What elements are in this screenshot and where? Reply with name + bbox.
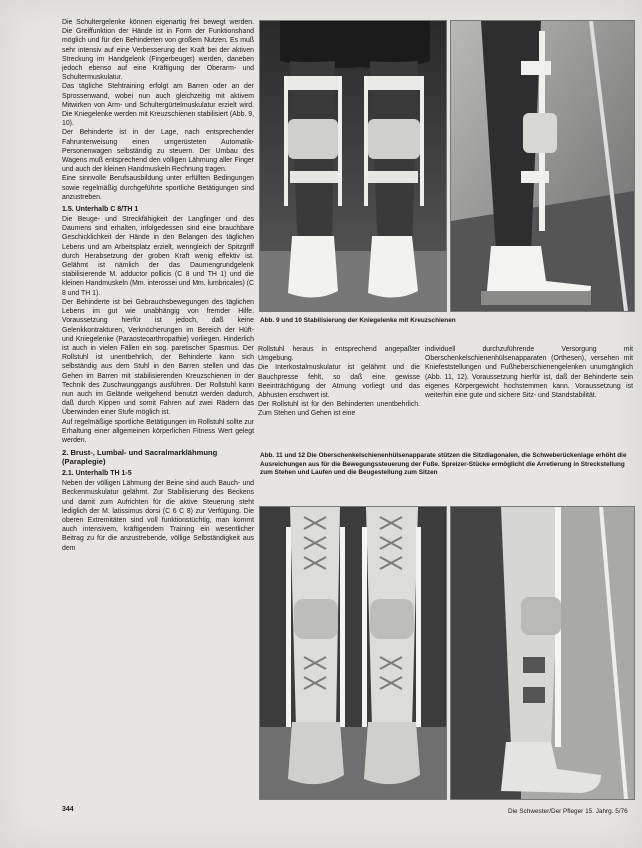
paragraph: Die Beuge- und Streckfähigkeit der Langfinger und des Daumens sind erhalten, infolgedessen sind eine brauchbare Geschicklichkeit der Hände in den Belangen des täglichen Lebens und am Arbeitsplatz erzielt, wenngleich der Spitzgriff durch Herabsetzung der groben Kraft wenig effektiv ist. Gelähmt ist nämlich der das Daumengrundgelenk stabilisierende M. adductor pollicis (C 8 und TH 1) und die kleinen Handmuskeln (Mm. interossei und Mm. lumbricales) (C 8 und TH 1). (62, 216, 254, 297)
figure-10-photo (450, 20, 635, 312)
paragraph: Die Schultergelenke können eigenartig frei bewegt werden. Die Greiffunktion der Hände ist in Form der Funktionshand möglich und für den Behinderten von großem Nutzen. Es muß sehr intensiv auf eine Verbesserung der Kraft bei der aktiven Streckung im Handgelenk (Fingerbeuger) werden, daneben jedoch ebenso auf eine Kräftigung der Oberarm- und Schultermuskulatur. (62, 19, 254, 82)
page-number: 344 (62, 806, 74, 813)
paragraph: Die Interkostalmuskulatur ist gelähmt und die Bauchpresse fehlt, so daß eine gewisse Beeinträchtigung der Atmung vorliegt und das Abhusten erschwert ist. (258, 364, 420, 400)
paragraph: Das tägliche Stehtraining erfolgt am Barren oder an der Sprossenwand, wobei nun auch gleichzeitig mit aktivem Mitwirken von Arm- und Schultergürtelmuskulatur erzielt wird. Die Kniegelenke werden mit Kreuzschienen stabilisiert (Abb. 9, 10). (62, 83, 254, 128)
section-heading-1-5: 1.5. Unterhalb C 8/TH 1 (62, 206, 139, 214)
running-footer: Die Schwester/Der Pfleger 15. Jahrg. 5/76 (508, 808, 628, 815)
figure-11-photo (259, 506, 447, 800)
middle-text-column (258, 345, 420, 435)
figure-12-photo (450, 506, 635, 800)
figure-caption-9-10: Abb. 9 und 10 Stabilisierung der Kniegelenke mit Kreuzschienen (260, 317, 456, 324)
paragraph: Der Behinderte ist bei Gebrauchsbewegungen des täglichen Lebens im gut wie unabhängig von fremder Hilfe. Voraussetzung hierfür ist jedoch, daß keine Gelenkkontrakturen, Verknöcherungen im Bereich der Hüft- und Kniegelenke (Paraosteoarthropathie) vorliegen. Hinderlich ist auch in vielen Fällen ein sog. paretischer Spasmus. Der Rollstuhl ist unentbehrlich, der Behinderte kann sich selbständig aus dem Stuhl in den Barren stellen und das Gehen im Barren mit stabilisierenden Kreuzschienen in der Technik des Zuschwunggangs ausführen. Der Rollstuhl kann nun auch im Gelände weitgehend benutzt werden dadurch, daß durch Kippen und somit Fahren auf zwei Rädern das Überwinden einer Stufe möglich ist. (62, 298, 254, 417)
paragraph: Rollstuhl heraus in entsprechend angepaßter Umgebung. (258, 346, 420, 363)
paragraph: individuell durchzuführende Versorgung mit Oberschenkelschienenhülsenapparaten (Orthesen), versehen mit Kniefeststellungen und Fußheberschienengelenken unumgänglich (Abb. 11, 12). Voraussetzung hierfür ist, daß der Behinderte sein eigenes Körpergewicht hochstemmen kann. Voraussetzung ist weiterhin eine gute und sichere Sitz- und Standstabilität. (425, 346, 633, 400)
figure-9-photo (259, 20, 447, 312)
paragraph: Eine sinnvolle Berufsausbildung unter erfüllten Bedingungen sowie regelmäßig durchgeführte sportliche Betätigungen sind anzustreben. (62, 175, 254, 201)
section-heading-2-1: 2.1. Unterhalb TH 1-5 (62, 470, 132, 478)
paragraph: Der Behinderte ist in der Lage, nach entsprechender Fahrunterweisung einen umgerüsteten Automatik-Personenwagen selbständig zu steuern. Der Umbau des Wagens muß entsprechend den völligen Lähmung aller Finger und auch der kleinen Handmuskeln Rechnung tragen. (62, 129, 254, 174)
paragraph: Neben der völligen Lähmung der Beine sind auch Bauch- und Beckenmuskulatur gelähmt. Zur Stabilisierung des Beckens und damit zum Aufrichten für die aktive Steuerung steht lediglich der M. latissimus dorsi (C 6 C 8) zur Verfügung. Die oberen Extremitäten sind voll funktionstüchtig, man kommt auch intensivem, kräftigendem Training ein wesentlicher Beitrag zu für die anzustrebende, völlige Selbständigkeit aus dem (62, 480, 254, 552)
paragraph: Der Rollstuhl ist für den Behinderten unentbehrlich. Zum Stehen und Gehen ist eine (258, 401, 420, 418)
figure-caption-11-12: Abb. 11 und 12 Die Oberschenkelschienenhülsenapparate stützen die Sitzdiagonalen, die Schweberückenlage erhöht die Ausreichungen aus für die Bewegungssteuerung der Fuße. Spreizer-Stücke ermöglicht die Arretierung in Streckstellung zum Stehen und Laufen und die Beugestellung zum Sitzen (260, 452, 627, 476)
right-text-column (425, 345, 633, 435)
paragraph: Auf regelmäßige sportliche Betätigungen im Rollstuhl sollte zur Erhaltung einer allgemeinen körperlichen Fitness Wert gelegt werden. (62, 418, 254, 444)
left-text-column (62, 18, 254, 810)
section-heading-2: 2. Brust-, Lumbal- und Sacralmarklähmung (Paraplegie) (62, 448, 218, 467)
